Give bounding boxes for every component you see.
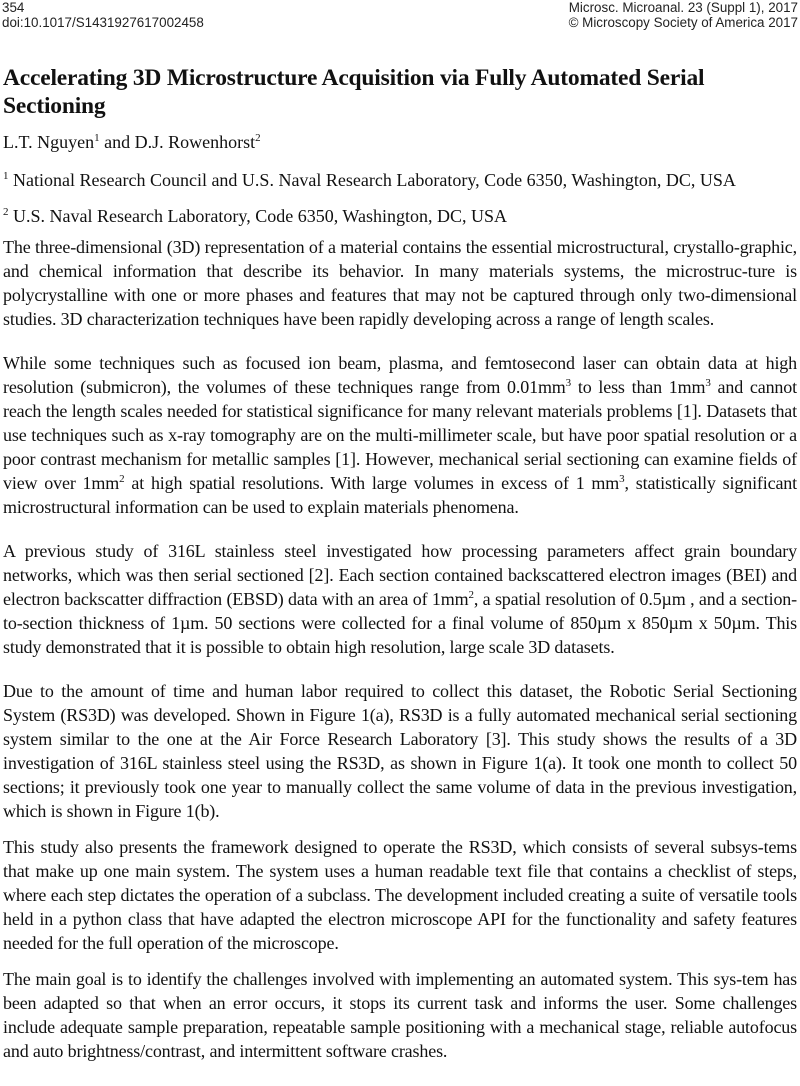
affiliation-text: U.S. Naval Research Laboratory, Code 6350, Washington, DC, USA: [13, 206, 507, 226]
paragraph-1: The three-dimensional (3D) representation of a material contains the essential microstructural, crystallo-graphic, and chemical information that describe its behavior. In many materials systems, the microstruc-ture is polycrystalline with one or more phases and features that may not be captured through only two-dimensional studies. 3D characterization techniques have been rapidly developing across a range of length scales.: [3, 237, 797, 329]
text-run: A previous study of 316L stainless steel investigated how processing parameters affect grain boundary networks, which was then serial sectioned [2]. Each section contained backscattered electron images (BEI) and electron backscatter diffraction (EBSD) data with an area of 1mm: [3, 541, 797, 609]
text-run: to less than 1mm: [571, 377, 706, 397]
author-name: L.T. Nguyen: [3, 132, 95, 152]
paragraph-2: [3, 351, 797, 519]
superscript: 3: [565, 377, 572, 389]
affiliation-1: [3, 169, 797, 191]
header-right: [569, 0, 798, 30]
affiliation-mark: 1: [94, 132, 100, 144]
affiliation-2: [3, 205, 797, 227]
superscript: 3: [619, 473, 625, 485]
page-number: 354: [2, 0, 25, 15]
superscript: 2: [468, 589, 474, 601]
text-run: , statistically significant microstructural information can be used to explain materials phenomena.: [3, 473, 798, 517]
affiliation-text: National Research Council and U.S. Naval Research Laboratory, Code 6350, Washington, DC, USA: [13, 170, 736, 190]
superscript: 3: [705, 377, 711, 389]
header-left: [2, 0, 204, 30]
article-title: Accelerating 3D Microstructure Acquisition via Fully Automated Serial Sectioning: [3, 65, 705, 119]
paragraph-4: Due to the amount of time and human labor required to collect this dataset, the Robotic Serial Sectioning System (RS3D) was developed. Shown in Figure 1(a), RS3D is a fully automated mechanical serial sectioning system similar to the one at the Air Force Research Laboratory [3]. This study shows the results of a 3D investigation of 316L stainless steel using the RS3D, as shown in Figure 1(a). It took one month to collect 50 sections; it previously took one year to manually collect the same volume of data in the previous investigation, which is shown in Figure 1(b).: [3, 681, 797, 821]
affiliation-mark: 2: [3, 206, 9, 218]
journal-citation: Microsc. Microanal. 23 (Suppl 1), 2017: [568, 0, 798, 15]
text-run: , a spatial resolution of 0.5µm , and a section-to-section thickness of 1µm. 50 sections were collected for a final volume of 850µm x 850µm x 50µm. This study demonstrated that it is possible to obtain high resolution, large scale 3D datasets.: [3, 589, 797, 657]
copyright: © Microscopy Society of America 2017: [568, 15, 798, 30]
author-name: D.J. Rowenhorst: [134, 132, 256, 152]
author-list: [3, 131, 797, 153]
superscript: 2: [119, 473, 125, 485]
doi: doi:10.1017/S1431927617002458: [2, 15, 204, 30]
paragraph-3: [3, 539, 797, 659]
author-joiner: and: [99, 132, 135, 152]
affiliation-mark: 2: [255, 132, 261, 144]
text-run: While some techniques such as focused ion beam, plasma, and femtosecond laser can obtain data at high resolution (submicron), the volumes of these techniques range from 0.01mm: [3, 353, 797, 397]
text-run: and cannot reach the length scales needed for statistical significance for many relevant materials problems [1]. Datasets that use techniques such as x-ray tomography are on the multi-millimeter scale, but have poor spatial resolution or a poor contrast mechanism for metallic samples [1]. However, mechanical serial sectioning can examine fields of view over 1mm: [3, 377, 797, 493]
text-run: at high spatial resolutions. With large volumes in excess of 1 mm: [124, 473, 620, 493]
paragraph-6: The main goal is to identify the challenges involved with implementing an automated system. This sys-tem has been adapted so that when an error occurs, it stops its current task and informs the user. Some challenges include adequate sample preparation, repeatable sample positioning with a mechanical stage, reliable autofocus and auto brightness/contrast, and intermittent software crashes.: [3, 969, 797, 1061]
paragraph-5: This study also presents the framework designed to operate the RS3D, which consists of several subsys-tems that make up one main system. The system uses a human readable text file that contains a checklist of steps, where each step dictates the operation of a subclass. The development included creating a suite of versatile tools held in a python class that have adapted the electron microscope API for the functionality and safety features needed for the full operation of the microscope.: [3, 837, 797, 953]
article-body: [3, 64, 797, 1063]
affiliation-mark: 1: [3, 170, 9, 182]
